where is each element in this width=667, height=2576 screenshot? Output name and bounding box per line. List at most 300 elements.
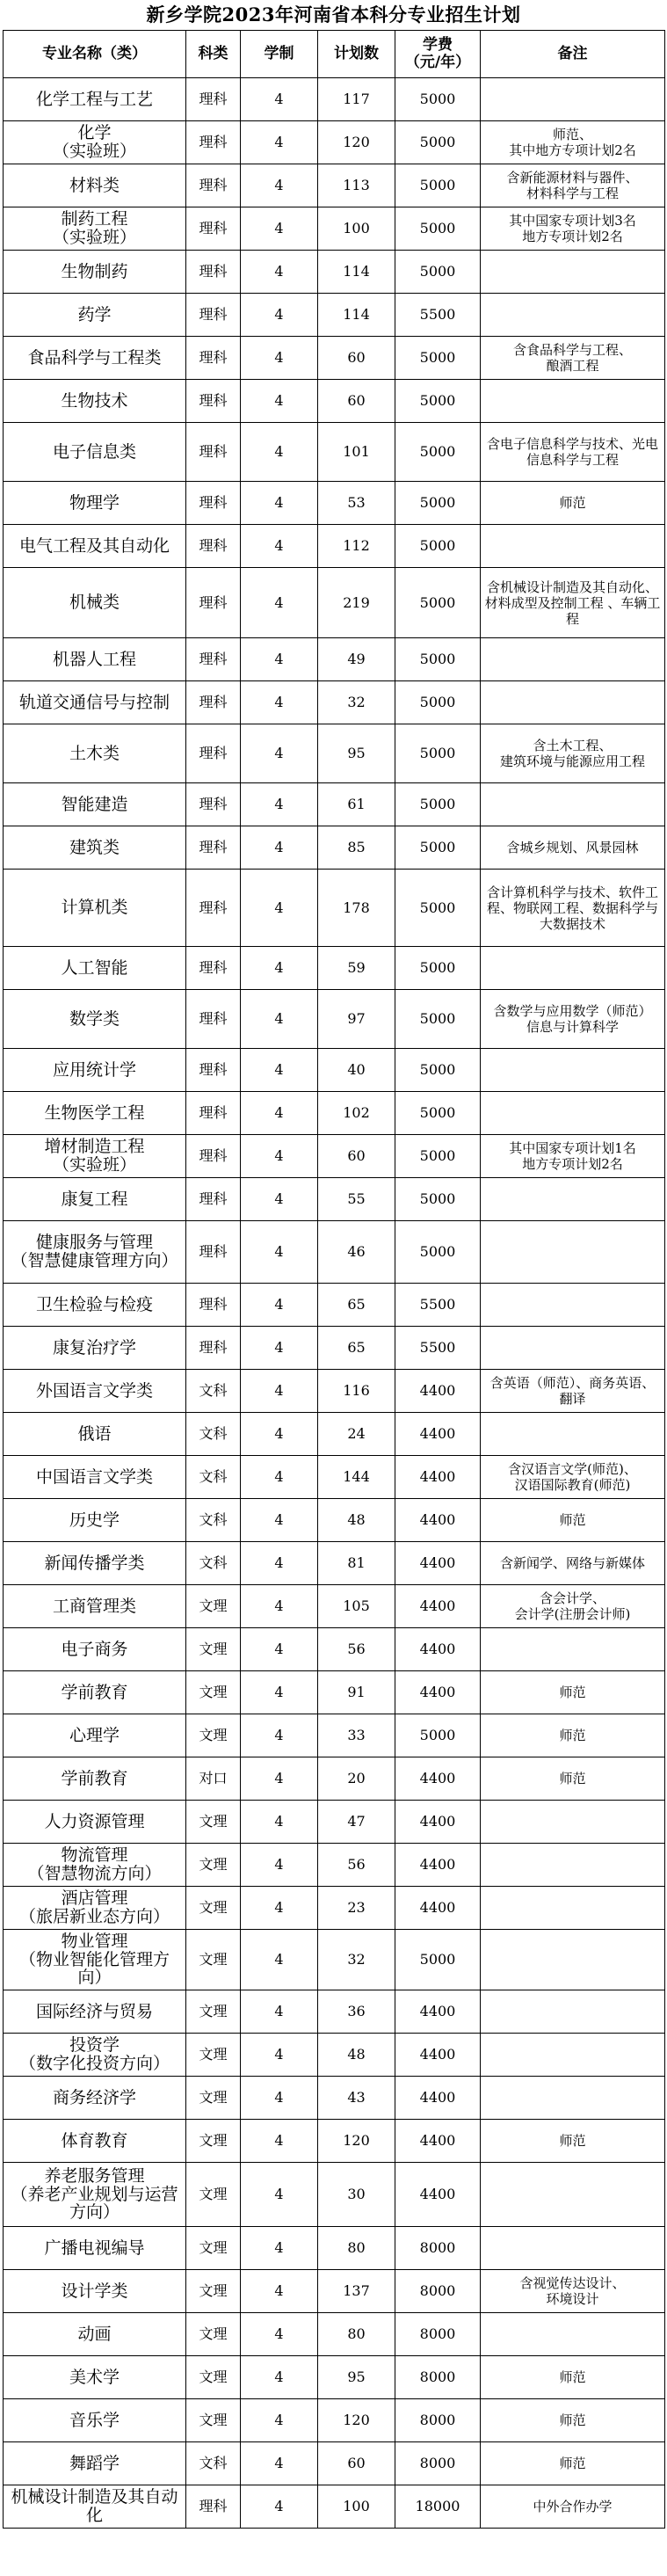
plan-count-cell: 85 [318, 826, 395, 870]
duration-cell: 4 [241, 251, 318, 294]
major-name-text: （数字化投资方向） [18, 2054, 170, 2073]
tuition-cell: 18000 [395, 2485, 481, 2529]
remark-cell: 含计算机科学与技术、软件工程、物联网工程、数据科学与大数据技术 [481, 870, 665, 947]
tuition-cell: 5000 [395, 482, 481, 525]
plan-count-cell: 48 [318, 1499, 395, 1542]
remark-cell: 含电子信息科学与技术、光电信息科学与工程 [481, 423, 665, 482]
duration-cell: 4 [241, 380, 318, 423]
duration-cell: 4 [241, 2034, 318, 2077]
major-name-cell [4, 2034, 186, 2077]
major-name-text: 物流管理 [61, 1845, 128, 1866]
major-name-cell: 电子信息类 [4, 423, 186, 482]
duration-cell: 4 [241, 2120, 318, 2163]
remark-cell [481, 2163, 665, 2227]
plan-count-cell: 97 [318, 990, 395, 1049]
table-row [4, 2399, 665, 2442]
major-name-text: 健康服务与管理 [35, 1233, 153, 1253]
tuition-cell: 4400 [395, 1628, 481, 1671]
plan-count-cell: 144 [318, 1456, 395, 1499]
duration-cell: 4 [241, 2163, 318, 2227]
tuition-cell: 5500 [395, 294, 481, 337]
duration-cell: 4 [241, 78, 318, 121]
plan-count-cell: 137 [318, 2270, 395, 2313]
duration-cell: 4 [241, 1671, 318, 1714]
duration-cell: 4 [241, 1801, 318, 1844]
tuition-cell: 5000 [395, 870, 481, 947]
header-category: 科类 [186, 31, 241, 78]
duration-cell: 4 [241, 990, 318, 1049]
major-name-cell: 机械类 [4, 568, 186, 638]
major-name-cell: 应用统计学 [4, 1049, 186, 1092]
tuition-cell: 5000 [395, 164, 481, 207]
major-name-cell: 生物制药 [4, 251, 186, 294]
category-cell: 文理 [186, 1887, 241, 1930]
category-cell: 理科 [186, 337, 241, 380]
plan-count-cell: 60 [318, 380, 395, 423]
duration-cell: 4 [241, 2485, 318, 2529]
table-row [4, 525, 665, 568]
major-name-cell: 卫生检验与检疫 [4, 1284, 186, 1327]
plan-count-cell: 120 [318, 2120, 395, 2163]
category-cell: 理科 [186, 251, 241, 294]
tuition-cell: 5000 [395, 1714, 481, 1757]
remark-cell [481, 525, 665, 568]
major-name-text: （智慧物流方向） [27, 1864, 162, 1883]
tuition-cell: 4400 [395, 1757, 481, 1801]
remark-cell [481, 1456, 665, 1499]
table-row [4, 2120, 665, 2163]
remark-cell [481, 78, 665, 121]
category-cell: 文理 [186, 1714, 241, 1757]
category-cell: 文理 [186, 1930, 241, 1990]
remark-cell [481, 164, 665, 207]
major-name-cell: 工商管理类 [4, 1585, 186, 1628]
table-row [4, 870, 665, 947]
major-name-cell: 材料类 [4, 164, 186, 207]
plan-count-cell: 112 [318, 525, 395, 568]
duration-cell: 4 [241, 1327, 318, 1370]
remark-cell [481, 1178, 665, 1221]
major-name-cell [4, 207, 186, 251]
major-name-text: 投资学 [69, 2035, 120, 2056]
category-cell: 理科 [186, 121, 241, 164]
plan-count-cell: 49 [318, 638, 395, 681]
remark-cell: 师范 [481, 2120, 665, 2163]
plan-count-cell: 55 [318, 1178, 395, 1221]
category-cell: 文理 [186, 1801, 241, 1844]
table-row [4, 2442, 665, 2485]
plan-count-cell: 60 [318, 1135, 395, 1178]
table-header-row [4, 31, 665, 78]
plan-count-cell: 114 [318, 294, 395, 337]
tuition-cell: 4400 [395, 1542, 481, 1585]
duration-cell: 4 [241, 870, 318, 947]
major-name-cell [4, 1221, 186, 1284]
table-row [4, 681, 665, 724]
remark-text: 含会计学、 [539, 1590, 605, 1606]
remark-cell [481, 337, 665, 380]
major-name-cell: 广播电视编导 [4, 2227, 186, 2270]
category-cell: 理科 [186, 1092, 241, 1135]
table-row [4, 1542, 665, 1585]
category-cell: 理科 [186, 482, 241, 525]
major-name-text: 养老服务管理 [44, 2165, 145, 2186]
table-row [4, 164, 665, 207]
tuition-cell: 5000 [395, 568, 481, 638]
category-cell: 文理 [186, 1585, 241, 1628]
tuition-cell: 5000 [395, 1092, 481, 1135]
table-row [4, 1585, 665, 1628]
category-cell: 文理 [186, 2227, 241, 2270]
plan-count-cell: 32 [318, 1930, 395, 1990]
tuition-cell: 5000 [395, 380, 481, 423]
tuition-cell: 4400 [395, 1671, 481, 1714]
table-row [4, 1757, 665, 1801]
page-title: 新乡学院2023年河南省本科分专业招生计划 [146, 4, 521, 25]
remark-cell [481, 121, 665, 164]
category-cell: 理科 [186, 783, 241, 826]
remark-cell [481, 1930, 665, 1990]
plan-count-cell: 56 [318, 1628, 395, 1671]
tuition-cell: 4400 [395, 1990, 481, 2034]
tuition-cell: 5000 [395, 990, 481, 1049]
duration-cell: 4 [241, 1456, 318, 1499]
tuition-cell: 5000 [395, 681, 481, 724]
table-row [4, 1844, 665, 1887]
tuition-cell: 8000 [395, 2399, 481, 2442]
remark-cell [481, 251, 665, 294]
major-name-cell: 康复工程 [4, 1178, 186, 1221]
remark-cell: 含英语（师范）、商务英语、翻译 [481, 1370, 665, 1413]
tuition-cell: 4400 [395, 1585, 481, 1628]
remark-cell [481, 1327, 665, 1370]
table-row [4, 1135, 665, 1178]
major-name-cell: 外国语言文学类 [4, 1370, 186, 1413]
category-cell: 文理 [186, 1844, 241, 1887]
major-name-text: 化学 [77, 123, 112, 143]
tuition-cell: 4400 [395, 2120, 481, 2163]
table-row [4, 990, 665, 1049]
remark-cell [481, 2227, 665, 2270]
major-name-cell: 电气工程及其自动化 [4, 525, 186, 568]
category-cell: 理科 [186, 423, 241, 482]
table-row [4, 2356, 665, 2399]
major-name-cell: 建筑类 [4, 826, 186, 870]
major-name-cell: 心理学 [4, 1714, 186, 1757]
table-row [4, 2485, 665, 2529]
major-name-cell [4, 2163, 186, 2227]
duration-cell: 4 [241, 164, 318, 207]
plan-count-cell: 113 [318, 164, 395, 207]
category-cell: 文科 [186, 1542, 241, 1585]
major-name-cell: 土木类 [4, 724, 186, 783]
remark-cell: 师范 [481, 1757, 665, 1801]
remark-text: 其中地方专项计划2名 [509, 142, 636, 158]
duration-cell: 4 [241, 1930, 318, 1990]
tuition-cell: 5000 [395, 525, 481, 568]
plan-count-cell: 20 [318, 1757, 395, 1801]
plan-count-cell: 60 [318, 2442, 395, 2485]
plan-count-cell: 91 [318, 1671, 395, 1714]
remark-text: 含数学与应用数学（师范） [493, 1003, 652, 1019]
tuition-cell: 5000 [395, 1930, 481, 1990]
remark-cell [481, 2313, 665, 2356]
major-name-cell: 轨道交通信号与控制 [4, 681, 186, 724]
remark-text: 环境设计 [546, 2291, 599, 2307]
category-cell: 对口 [186, 1757, 241, 1801]
remark-cell: 师范 [481, 2399, 665, 2442]
major-name-cell: 生物医学工程 [4, 1092, 186, 1135]
remark-cell [481, 1049, 665, 1092]
duration-cell: 4 [241, 482, 318, 525]
major-name-cell [4, 1930, 186, 1990]
remark-cell [481, 2270, 665, 2313]
tuition-cell: 5000 [395, 724, 481, 783]
plan-count-cell: 81 [318, 1542, 395, 1585]
header-plan-count: 计划数 [318, 31, 395, 78]
table-row [4, 1370, 665, 1413]
duration-cell: 4 [241, 2442, 318, 2485]
category-cell: 理科 [186, 294, 241, 337]
major-name-cell: 学前教育 [4, 1671, 186, 1714]
major-name-text: 制药工程 [61, 209, 128, 229]
table-row [4, 1628, 665, 1671]
table-row [4, 2163, 665, 2227]
plan-count-cell: 117 [318, 78, 395, 121]
major-name-cell [4, 1135, 186, 1178]
major-name-cell: 机器人工程 [4, 638, 186, 681]
category-cell: 文理 [186, 1671, 241, 1714]
enrollment-plan-table [3, 30, 665, 2529]
tuition-cell: 4400 [395, 2034, 481, 2077]
remark-cell [481, 990, 665, 1049]
category-cell: 理科 [186, 1135, 241, 1178]
plan-count-cell: 116 [318, 1370, 395, 1413]
duration-cell: 4 [241, 337, 318, 380]
plan-count-cell: 56 [318, 1844, 395, 1887]
duration-cell: 4 [241, 207, 318, 251]
tuition-cell: 5000 [395, 423, 481, 482]
category-cell: 文理 [186, 2313, 241, 2356]
duration-cell: 4 [241, 2227, 318, 2270]
remark-cell [481, 783, 665, 826]
duration-cell: 4 [241, 1887, 318, 1930]
remark-cell [481, 1413, 665, 1456]
remark-text: 其中国家专项计划3名 [509, 213, 636, 229]
category-cell: 文理 [186, 2399, 241, 2442]
tuition-cell: 5000 [395, 826, 481, 870]
category-cell: 理科 [186, 2485, 241, 2529]
remark-cell [481, 681, 665, 724]
major-name-cell: 商务经济学 [4, 2077, 186, 2120]
duration-cell: 4 [241, 1628, 318, 1671]
major-name-text: 物业管理 [61, 1931, 128, 1951]
tuition-cell: 8000 [395, 2313, 481, 2356]
table-row [4, 2270, 665, 2313]
remark-text: 汉语国际教育(师范) [514, 1477, 631, 1493]
table-row [4, 482, 665, 525]
tuition-cell: 5000 [395, 1178, 481, 1221]
major-name-text: （养老产业规划与运营方向） [11, 2184, 178, 2223]
table-row [4, 294, 665, 337]
remark-cell: 师范 [481, 2442, 665, 2485]
table-row [4, 1327, 665, 1370]
tuition-cell: 4400 [395, 2077, 481, 2120]
duration-cell: 4 [241, 121, 318, 164]
major-name-text: （实验班） [52, 1155, 136, 1175]
major-name-cell: 电子商务 [4, 1628, 186, 1671]
major-name-cell: 音乐学 [4, 2399, 186, 2442]
tuition-cell: 5000 [395, 121, 481, 164]
remark-cell [481, 2034, 665, 2077]
plan-count-cell: 105 [318, 1585, 395, 1628]
category-cell: 理科 [186, 870, 241, 947]
plan-count-cell: 40 [318, 1049, 395, 1092]
tuition-cell: 4400 [395, 1801, 481, 1844]
duration-cell: 4 [241, 1757, 318, 1801]
table-row [4, 1178, 665, 1221]
category-cell: 理科 [186, 1327, 241, 1370]
tuition-cell: 5000 [395, 251, 481, 294]
major-name-cell: 物理学 [4, 482, 186, 525]
remark-cell: 师范 [481, 1714, 665, 1757]
plan-count-cell: 178 [318, 870, 395, 947]
duration-cell: 4 [241, 681, 318, 724]
major-name-cell: 生物技术 [4, 380, 186, 423]
remark-cell [481, 638, 665, 681]
major-name-cell: 中国语言文学类 [4, 1456, 186, 1499]
duration-cell: 4 [241, 1990, 318, 2034]
header-remark: 备注 [481, 31, 665, 78]
major-name-cell: 学前教育 [4, 1757, 186, 1801]
duration-cell: 4 [241, 638, 318, 681]
major-name-cell: 智能建造 [4, 783, 186, 826]
duration-cell: 4 [241, 947, 318, 990]
major-name-cell: 食品科学与工程类 [4, 337, 186, 380]
remark-text: 含新能源材料与器件、 [506, 170, 639, 186]
major-name-cell: 数学类 [4, 990, 186, 1049]
plan-count-cell: 61 [318, 783, 395, 826]
category-cell: 理科 [186, 380, 241, 423]
table-row [4, 1990, 665, 2034]
header-tuition [395, 31, 481, 78]
table-row [4, 1671, 665, 1714]
remark-text: 酿酒工程 [546, 358, 599, 374]
plan-count-cell: 120 [318, 121, 395, 164]
major-name-cell: 药学 [4, 294, 186, 337]
category-cell: 理科 [186, 990, 241, 1049]
category-cell: 理科 [186, 724, 241, 783]
category-cell: 文理 [186, 2120, 241, 2163]
tuition-cell: 5000 [395, 638, 481, 681]
remark-cell [481, 1628, 665, 1671]
remark-cell [481, 1092, 665, 1135]
remark-cell: 师范 [481, 2356, 665, 2399]
category-cell: 理科 [186, 638, 241, 681]
major-name-cell: 康复治疗学 [4, 1327, 186, 1370]
table-row [4, 724, 665, 783]
plan-count-cell: 219 [318, 568, 395, 638]
category-cell: 文理 [186, 2163, 241, 2227]
remark-cell [481, 207, 665, 251]
remark-text: 信息与计算科学 [526, 1019, 619, 1035]
table-row [4, 1456, 665, 1499]
major-name-text: （旅居新业态方向） [18, 1907, 170, 1926]
major-name-cell: 机械设计制造及其自动化 [4, 2485, 186, 2529]
category-cell: 理科 [186, 164, 241, 207]
table-row [4, 2227, 665, 2270]
major-name-cell: 人力资源管理 [4, 1801, 186, 1844]
remark-text: 含汉语言文学(师范)、 [508, 1461, 637, 1477]
category-cell: 文理 [186, 2077, 241, 2120]
tuition-cell: 8000 [395, 2270, 481, 2313]
category-cell: 文理 [186, 2034, 241, 2077]
remark-cell: 师范 [481, 482, 665, 525]
plan-count-cell: 33 [318, 1714, 395, 1757]
category-cell: 理科 [186, 947, 241, 990]
table-row [4, 1930, 665, 1990]
tuition-cell: 5000 [395, 207, 481, 251]
major-name-cell [4, 1844, 186, 1887]
tuition-cell: 4400 [395, 1370, 481, 1413]
table-row [4, 337, 665, 380]
plan-count-cell: 80 [318, 2313, 395, 2356]
remark-cell [481, 294, 665, 337]
category-cell: 理科 [186, 207, 241, 251]
major-name-cell: 历史学 [4, 1499, 186, 1542]
plan-count-cell: 95 [318, 2356, 395, 2399]
remark-cell [481, 1221, 665, 1284]
duration-cell: 4 [241, 1542, 318, 1585]
major-name-cell: 化学工程与工艺 [4, 78, 186, 121]
remark-cell [481, 380, 665, 423]
table-row [4, 2077, 665, 2120]
category-cell: 理科 [186, 826, 241, 870]
major-name-text: （实验班） [52, 142, 136, 161]
remark-text: 材料科学与工程 [526, 186, 619, 201]
plan-count-cell: 101 [318, 423, 395, 482]
remark-cell [481, 1844, 665, 1887]
duration-cell: 4 [241, 1585, 318, 1628]
tuition-cell: 5500 [395, 1284, 481, 1327]
plan-count-cell: 43 [318, 2077, 395, 2120]
major-name-cell: 国际经济与贸易 [4, 1990, 186, 2034]
major-name-text: （物业智能化管理方向） [18, 1949, 170, 1988]
table-row [4, 1284, 665, 1327]
remark-text: 含食品科学与工程、 [512, 342, 632, 358]
duration-cell: 4 [241, 1221, 318, 1284]
table-row [4, 783, 665, 826]
duration-cell: 4 [241, 2313, 318, 2356]
plan-count-cell: 114 [318, 251, 395, 294]
tuition-cell: 4400 [395, 1887, 481, 1930]
duration-cell: 4 [241, 568, 318, 638]
remark-cell [481, 1135, 665, 1178]
duration-cell: 4 [241, 2270, 318, 2313]
duration-cell: 4 [241, 294, 318, 337]
remark-cell [481, 1887, 665, 1930]
category-cell: 理科 [186, 1049, 241, 1092]
remark-text: 师范、 [552, 127, 592, 142]
major-name-cell: 设计学类 [4, 2270, 186, 2313]
tuition-cell: 5000 [395, 947, 481, 990]
table-row [4, 1221, 665, 1284]
tuition-cell: 5000 [395, 78, 481, 121]
major-name-cell: 计算机类 [4, 870, 186, 947]
tuition-cell: 4400 [395, 1456, 481, 1499]
tuition-cell: 5000 [395, 783, 481, 826]
category-cell: 文科 [186, 1370, 241, 1413]
